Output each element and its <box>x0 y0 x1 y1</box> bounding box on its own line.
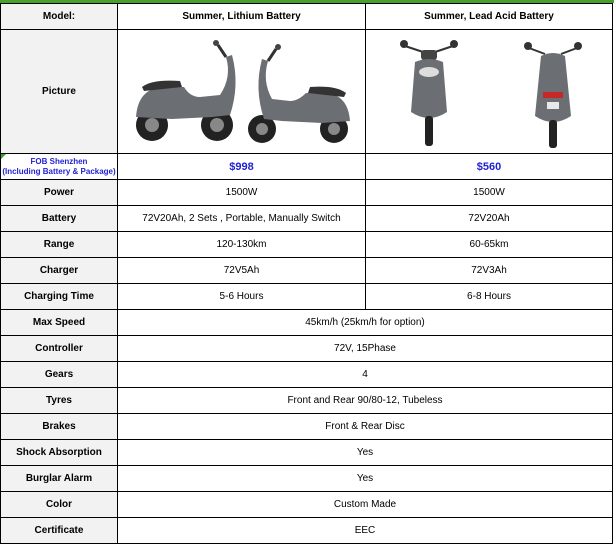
row-value: 4 <box>118 362 613 388</box>
row-value-lithium: 72V5Ah <box>118 258 366 284</box>
row-label: Color <box>1 492 118 518</box>
row-value-lithium: 120-130km <box>118 232 366 258</box>
row-value-lead: 72V20Ah <box>366 206 613 232</box>
row-label: Battery <box>1 206 118 232</box>
spec-row-battery <box>1 206 613 232</box>
scooter-rear-view-icon <box>524 42 582 148</box>
fob-line2: (Including Battery & Package) <box>2 166 116 176</box>
row-value: Yes <box>118 440 613 466</box>
row-label: Burglar Alarm <box>1 466 118 492</box>
row-label: Max Speed <box>1 310 118 336</box>
spec-table <box>0 3 613 544</box>
row-value: EEC <box>118 518 613 544</box>
spec-row-color <box>1 492 613 518</box>
row-label: Certificate <box>1 518 118 544</box>
row-value: Yes <box>118 466 613 492</box>
spec-row-charging-time <box>1 284 613 310</box>
lithium-pictures <box>118 30 366 154</box>
fob-label <box>1 154 118 180</box>
cell-marker-icon <box>1 154 6 159</box>
row-value-lead: 6-8 Hours <box>366 284 613 310</box>
row-value-lead: 72V3Ah <box>366 258 613 284</box>
scooter-lead-image <box>369 32 609 152</box>
header-row <box>1 4 613 30</box>
scooter-side-front-icon <box>136 40 236 141</box>
picture-row <box>1 30 613 154</box>
spec-row-brakes <box>1 414 613 440</box>
row-label: Charging Time <box>1 284 118 310</box>
price-lead: $560 <box>366 154 613 180</box>
row-value: 45km/h (25km/h for option) <box>118 310 613 336</box>
model-lead: Summer, Lead Acid Battery <box>366 4 613 30</box>
spec-row-shock-absorption <box>1 440 613 466</box>
scooter-lithium-image <box>122 37 362 147</box>
row-label: Power <box>1 180 118 206</box>
spec-row-controller <box>1 336 613 362</box>
lead-pictures <box>366 30 613 154</box>
row-label: Tyres <box>1 388 118 414</box>
spec-row-certificate <box>1 518 613 544</box>
row-label: Gears <box>1 362 118 388</box>
spec-row-burglar-alarm <box>1 466 613 492</box>
spec-row-range <box>1 232 613 258</box>
row-value-lithium: 1500W <box>118 180 366 206</box>
price-lithium: $998 <box>118 154 366 180</box>
fob-row <box>1 154 613 180</box>
picture-label: Picture <box>1 30 118 154</box>
fob-line1: FOB Shenzhen <box>30 156 88 166</box>
row-value: Front and Rear 90/80-12, Tubeless <box>118 388 613 414</box>
spec-row-charger <box>1 258 613 284</box>
spec-row-tyres <box>1 388 613 414</box>
row-value-lithium: 5-6 Hours <box>118 284 366 310</box>
spec-row-gears <box>1 362 613 388</box>
row-value-lithium: 72V20Ah, 2 Sets , Portable, Manually Switch <box>118 206 366 232</box>
spec-row-max-speed <box>1 310 613 336</box>
row-label: Shock Absorption <box>1 440 118 466</box>
row-value: Custom Made <box>118 492 613 518</box>
scooter-front-view-icon <box>400 40 458 146</box>
row-label: Controller <box>1 336 118 362</box>
row-label: Range <box>1 232 118 258</box>
row-value-lead: 1500W <box>366 180 613 206</box>
model-label: Model: <box>1 4 118 30</box>
row-value: Front & Rear Disc <box>118 414 613 440</box>
scooter-side-rear-icon <box>248 44 350 143</box>
row-value-lead: 60-65km <box>366 232 613 258</box>
row-label: Brakes <box>1 414 118 440</box>
row-label: Charger <box>1 258 118 284</box>
row-value: 72V, 15Phase <box>118 336 613 362</box>
model-lithium: Summer, Lithium Battery <box>118 4 366 30</box>
spec-row-power <box>1 180 613 206</box>
